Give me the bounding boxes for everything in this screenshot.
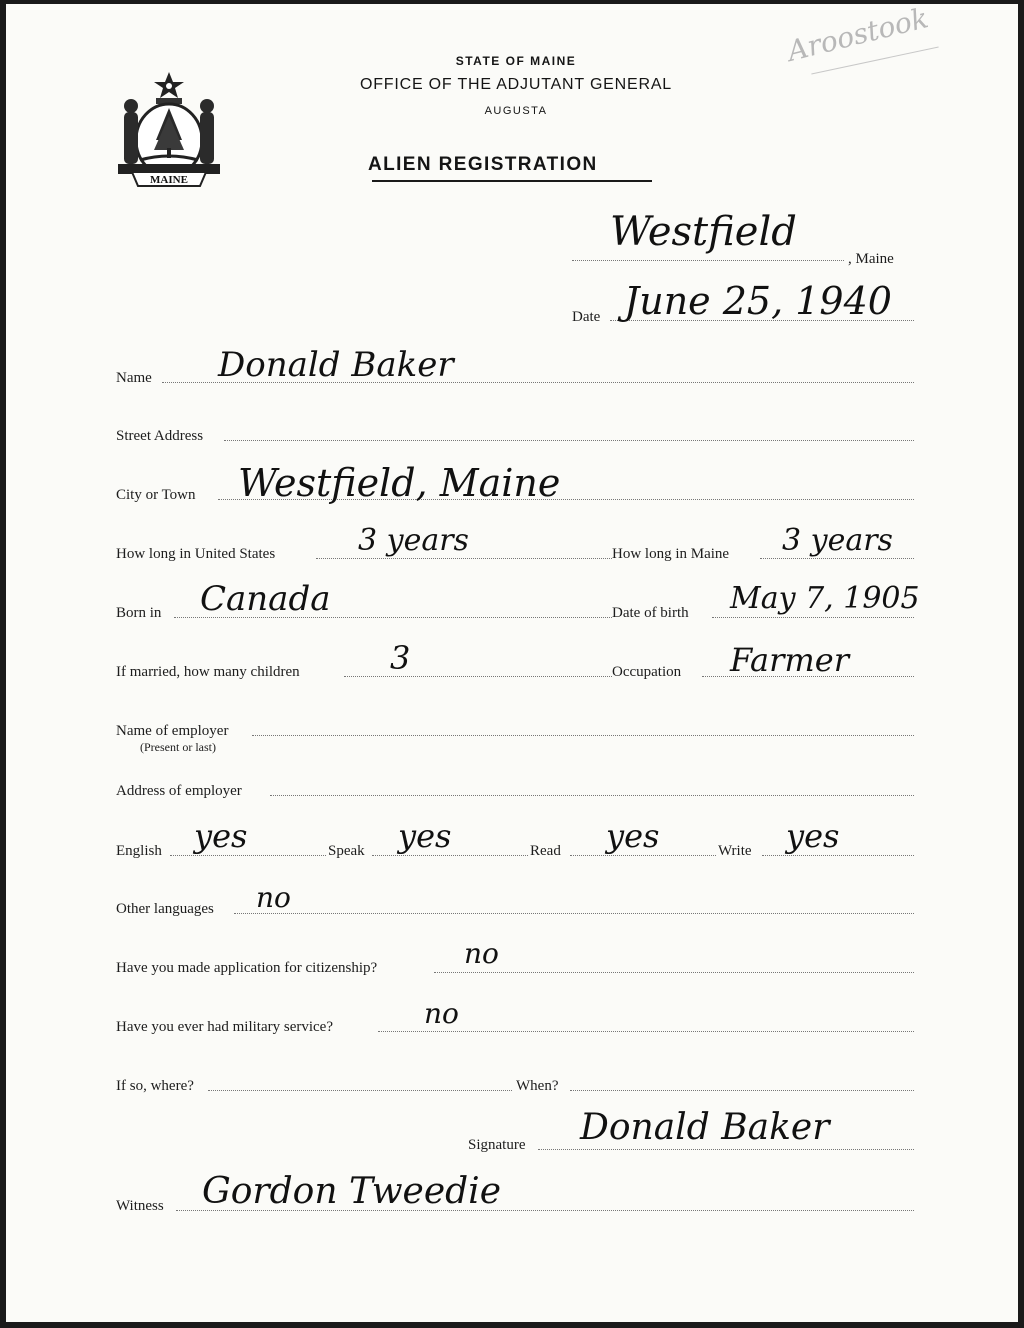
military-label: Have you ever had military service? (116, 1019, 333, 1035)
english-label: English (116, 843, 162, 859)
seal-label: MAINE (150, 174, 188, 186)
city-or-town-value: Westfield, Maine (238, 461, 561, 505)
speak-label: Speak (328, 843, 365, 859)
employer-address-label: Address of employer (116, 783, 242, 799)
city-heading: AUGUSTA (484, 105, 548, 117)
employer-name-label: Name of employer (116, 723, 229, 739)
state-heading: STATE OF MAINE (455, 54, 577, 68)
children-line (344, 676, 612, 677)
date-value: June 25, 1940 (624, 279, 892, 323)
where-label: If so, where? (116, 1078, 194, 1094)
occupation-value: Farmer (730, 641, 849, 679)
children-label: If married, how many children (116, 664, 300, 680)
write-label: Write (718, 843, 752, 859)
read-line (570, 855, 716, 856)
witness-value: Gordon Tweedie (202, 1171, 502, 1212)
born-in-label: Born in (116, 605, 162, 621)
speak-line (372, 855, 528, 856)
office-heading: OFFICE OF THE ADJUTANT GENERAL (359, 76, 673, 93)
other-languages-value: no (256, 881, 291, 914)
name-label: Name (116, 370, 152, 386)
form-title: ALIEN REGISTRATION (368, 154, 598, 175)
citizenship-line (434, 972, 914, 973)
when-line (570, 1090, 914, 1091)
how-long-us-line (316, 558, 612, 559)
how-long-us-value: 3 years (358, 523, 469, 558)
how-long-maine-label: How long in Maine (612, 546, 730, 562)
occupation-label: Occupation (612, 664, 682, 680)
when-label: When? (516, 1078, 559, 1094)
date-of-birth-label: Date of birth (612, 605, 689, 621)
write-value: yes (786, 817, 840, 855)
employer-name-line (252, 735, 914, 736)
date-of-birth-value: May 7, 1905 (730, 581, 920, 616)
other-languages-line (234, 913, 914, 914)
write-line (762, 855, 914, 856)
military-line (378, 1031, 914, 1032)
military-value: no (424, 997, 459, 1030)
name-value: Donald Baker (218, 345, 454, 385)
children-value: 3 (390, 639, 411, 677)
form-sheet (6, 1, 1018, 1322)
english-line (170, 855, 326, 856)
witness-label: Witness (116, 1198, 164, 1214)
speak-value: yes (398, 817, 452, 855)
read-label: Read (530, 843, 561, 859)
read-value: yes (606, 817, 660, 855)
other-languages-label: Other languages (116, 901, 214, 917)
signature-line (538, 1149, 914, 1150)
date-label: Date (572, 309, 601, 325)
how-long-maine-line (760, 558, 914, 559)
born-in-value: Canada (200, 579, 331, 619)
how-long-us-label: How long in United States (116, 546, 276, 562)
town-value: Westfield (610, 209, 797, 255)
title-underline (372, 180, 652, 182)
date-of-birth-line (712, 617, 914, 618)
maine-suffix-label: , Maine (848, 251, 894, 267)
citizenship-value: no (464, 937, 499, 970)
english-value: yes (194, 817, 248, 855)
street-address-label: Street Address (116, 428, 204, 444)
how-long-maine-value: 3 years (782, 523, 893, 558)
street-address-line (224, 440, 914, 441)
where-line (208, 1090, 512, 1091)
signature-value: Donald Baker (580, 1107, 830, 1148)
employer-address-line (270, 795, 914, 796)
employer-name-note: (Present or last) (140, 740, 216, 754)
county-pencil-note: Aroostook (784, 1, 932, 68)
city-or-town-label: City or Town (116, 487, 196, 503)
citizenship-label: Have you made application for citizenship? (116, 960, 378, 976)
town-line (572, 260, 844, 261)
signature-label: Signature (468, 1137, 526, 1153)
